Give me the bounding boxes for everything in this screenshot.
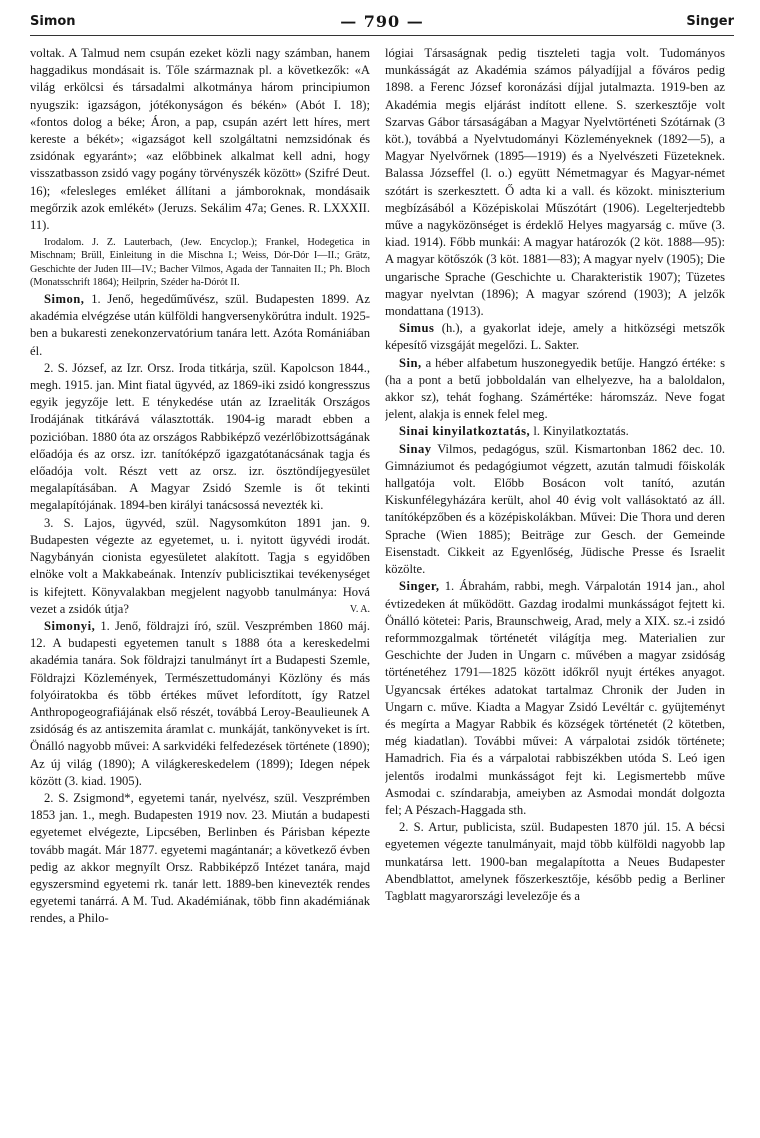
entry-headword: Sin, (399, 355, 422, 370)
header-right-keyword: Singer (686, 14, 734, 29)
dictionary-entry (385, 320, 725, 354)
dictionary-entry (385, 355, 725, 424)
dictionary-entry (30, 291, 370, 360)
entry-headword: Singer, (399, 579, 440, 594)
entry-paragraph (385, 819, 725, 905)
continued-paragraph (30, 45, 370, 234)
left-column (30, 45, 370, 1127)
entry-headword: Simus (399, 321, 435, 336)
entry-text: 3. S. Lajos, ügyvéd, szül. Nagysomkúton 1891 jan. 9. Budapesten végezte az egyetemet, u. i. nyitott ügyvédi irodát. Nagybányán cionista egyesületet alakított. Tagja s egyidőben elnöke volt a Makkabeának. Intenzív publicisztikai tevékenységet is kifejtett. Könyvalakban megjelent nagyobb tanulmánya: Hová vezet a zsidók útja? (30, 515, 370, 616)
page-number: — 790 — (340, 12, 424, 31)
continued-paragraph (385, 45, 725, 320)
header-rule (30, 35, 734, 36)
entry-text: Irodalom. J. Z. Lauterbach, (Jew. Encyclop.); Frankel, Hodegetica in Mischnam; Brüll, Einleitung in die Mischna I.; Weiss, Dór-Dór I—II.; Grätz, Geschichte der Juden III—IV.; Bacher Vilmos, Agada der Tannaiten II.; Ph. Bloch (Monatsschrift 1864); Heilprin, Széder ha-Dórót II. (30, 237, 370, 288)
header-left-keyword: Simon (30, 14, 76, 29)
entry-headword: Sinai kinyilatkoztatás, (399, 424, 531, 439)
entry-text: 1. Jenő, földrajzi író, szül. Veszprémben 1860 máj. 12. A budapesti egyetemen tanult s 1888 óta a kereskedelmi akadémia tanára. Sok földrajzi tanulmányt írt a Budapesti Szemle, Földrajzi Közlemények, Természettudományi Közlöny és más folyóiratokba és több értékes művet lefordított, így Ratzel Anthropogeografiájának első részét, továbbá Leroy-Beaulieunek A zsidóság és az antiszemita áramlat c. munkáját, tankönyveket is írt. Önálló nagyobb művei: A sarkvidéki felfedezések története (1890); Az új világ (1890); A világkereskedelem (1899); Idegen népek között (3. kiad. 1905). (30, 618, 370, 788)
entry-paragraph (30, 515, 370, 618)
entry-text: 1. Jenő, hegedűművész, szül. Budapesten 1899. Az akadémia elvégzése után külföldi hangversenykörútra indult. 1925-ben a bukaresti zenekonzervatórium tanára lett. Azóta Romániában él. (30, 292, 370, 358)
entry-text: 1. Ábrahám, rabbi, megh. Várpalotán 1914 jan., ahol évtizedeken át működött. Gazdag irodalmi munkásságot fejtett ki. Önálló kötetei: Paris, Braunschweig, Arad, mely a XIX. sz.-i zsidó reformmozgalmak történetét világítja meg. Materialien zur Geschichte der Juden in Ungarn c. művében a magyar zsidóság történetéhez 1791—1825 között időkről nyujt értékes anyagot. Ugyancsak értékes adatokat tartalmaz Chronik der Juden in Ungarn c. műve. Kiadta a Magyar Zsidó Levéltár c. gyüjteményt és megírta a Magyar Rabbik és községek történetét (2 kötetben, még kiadatlan). További művei: A várpalotai zsidók története; Hamadrich. Fia és a várpalotai rabbiszékben utóda S. Leó igen jelentős irodalmi munkásságot fejt ki. Legismertebb műve Asmodai c. színdarabja, ameiyben az Asmodai mondát dolgozta fel; A Pészach-Haggada sth. (385, 579, 725, 817)
entry-text: voltak. A Talmud nem csupán ezeket közli nagy számban, hanem haggadikus mondásait is. Tőle származnak pl. a következők: «A világ erkölcsi és társadalmi alkotmánya három principiumon nyugszik: igazságon, jótékonyságon és békén» (Abót I. 18); «fontos dolog a béke; Áron, a pap, csupán azért lett híres, mert kereste a békét»; «igazságot kell szolgáltatni nemzsidónak és zsidónak egyaránt»; «az előbbinek alkalmat kell adni, hogy visszatbasson zsidó vagy pogány törvényszék között» (Szifré Deut. 16); «felesleges emléket állítani a jámboroknak, mondásaik megőrzik azok emlékét» (Jeruzs. Sekálim 47a; Genes. R. LXXXII. 11). (30, 46, 370, 233)
dictionary-entry (385, 423, 725, 440)
entry-text: lógiai Társaságnak pedig tiszteleti tagja volt. Tudományos munkásságát az Akadémia számos pályadíjjal a főváros pedig 1898. a Ferenc József koronázási díjjal jutalmazta. 1919-ben az Akadémia megis eljárást indított ellene. S. szerkesztője volt Szarvas Gábor társaságában a Magyar Nyelvtörténeti Szótárnak (3 köt.), továbbá a Nyelvtudományi Közleményeknek (1892—5), a Magyar Nyelvőrnek (1895—1919) és a Nyelvészeti Füzeteknek. Balassa Józseffel (l. o.) együtt Németmagyar és Magyar-német szótárt is szerkesztett. Ő adta ki a vall. és közokt. miniszterium megbízásából a Középiskolai Műszótárt (1906). Legelterjedtebb műve a nagyközönséget is érdeklő Helyes magyarság c. műve (3. kiad. 1914). Főbb munkái: A magyar határozók (2 köt. 1888—95): A magyar kötőszók (3 köt. 1881—83); A magyar nyelv (1905); Die ungarische Sprache (Geschichte u. Charakteristik 1907); Tüzetes magyar nyelvtan (1896); A magyar szórend (1903); A jelzők mondattana (1913). (385, 46, 725, 319)
dictionary-entry (30, 618, 370, 790)
entry-text: l. Kinyilatkoztatás. (533, 424, 629, 439)
entry-paragraph (30, 360, 370, 515)
dictionary-entry (385, 441, 725, 579)
entry-headword: Simonyi, (44, 618, 96, 633)
entry-text: 2. S. József, az Izr. Orsz. Iroda titkárja, szül. Kapolcson 1844., megh. 1915. jan. Mint fiatal ügyvéd, az 1869-iki zsidó kongresszus egyik jegyzője lett. E ténykedése után az Izraeliták Országos Irodájának titkárává választották. 1904-ig maradt ebben a pozicióban. 1880 óta az országos Rabbiképző vezérlőbizottságának előadója és az orsz. izr. tanítóképző igazgatótanácsának tagja és előadója volt. Részt vett az orsz. izr. ösztöndíjegyesület megalapításában. A Magyar Zsidó Szemle is őt tekinti megalapítójának. 1894-ben királyi tanácsossá nevezték ki. (30, 360, 370, 513)
page-header (30, 10, 734, 36)
entry-text: 2. S. Artur, publicista, szül. Budapesten 1870 júl. 15. A bécsi egyetemen végezte tanulmányait, majd több külföldi nagyobb lap munkatársa lett. 1900-ban megalapította a Neues Budapester Abendblattot, amelynek főszerkesztője, később pedig a Berliner Tagblatt magyarországi levelezője és a (385, 820, 725, 903)
entry-paragraph (30, 790, 370, 928)
entry-headword: Sinay (399, 441, 432, 456)
dictionary-entry (385, 578, 725, 819)
entry-text: 2. S. Zsigmond*, egyetemi tanár, nyelvész, szül. Veszprémben 1853 jan. 1., megh. Budapesten 1919 nov. 23. Miután a budapesti egyetemet elvégezte, Lipcsében, Berlinben és Párisban képezte tovább magát. Már 1877. egyetemi magántanár; a következő évben pedig az akkor megnyílt Orsz. Rabbiképző Intézet tanára, majd egyszersmind egyetemi rk. tanár lett. 1889-ben kinevezték rendes egyetemi tanárrá. A M. Tud. Akadémiának, több finn akadémiának rendes, a Philo- (30, 790, 370, 926)
entry-text: a héber alfabetum huszonegyedik betűje. Hangzó értéke: s (ha a pont a betű jobboldalán van elhelyezve, ha a baloldalon, akkor sz), tehát foghang. Számértéke: háromszáz. Neve fogat jelent, alakja is ennek felel meg. (385, 355, 725, 422)
author-signature: V. A. (349, 603, 370, 615)
right-column (385, 45, 725, 1127)
entry-text: Vilmos, pedagógus, szül. Kismartonban 1862 dec. 10. Gimnáziumot és pedagógiumot végzett, azután talmudi főiskolák hallgatója volt. Előbb Bosácon volt tanító, azután Kiskunfélegyházára került, ahol 40 évig volt vallásoktató az áll. tanítóképzőben és a középiskolákban. Művei: Die Thora und deren Sprache (Wien 1885); Beiträge zur Gesch. der Gemeinde Eisenstadt. Cikkeit az Egyenlőség, Jüdische Presse és Israelit közölte. (385, 441, 725, 577)
entry-text: (h.), a gyakorlat ideje, amely a hitközségi metszők képesítő vizsgáját megelőzi. L. Sakter. (385, 321, 725, 353)
entry-headword: Simon, (44, 292, 85, 307)
bibliography-note (30, 236, 370, 289)
